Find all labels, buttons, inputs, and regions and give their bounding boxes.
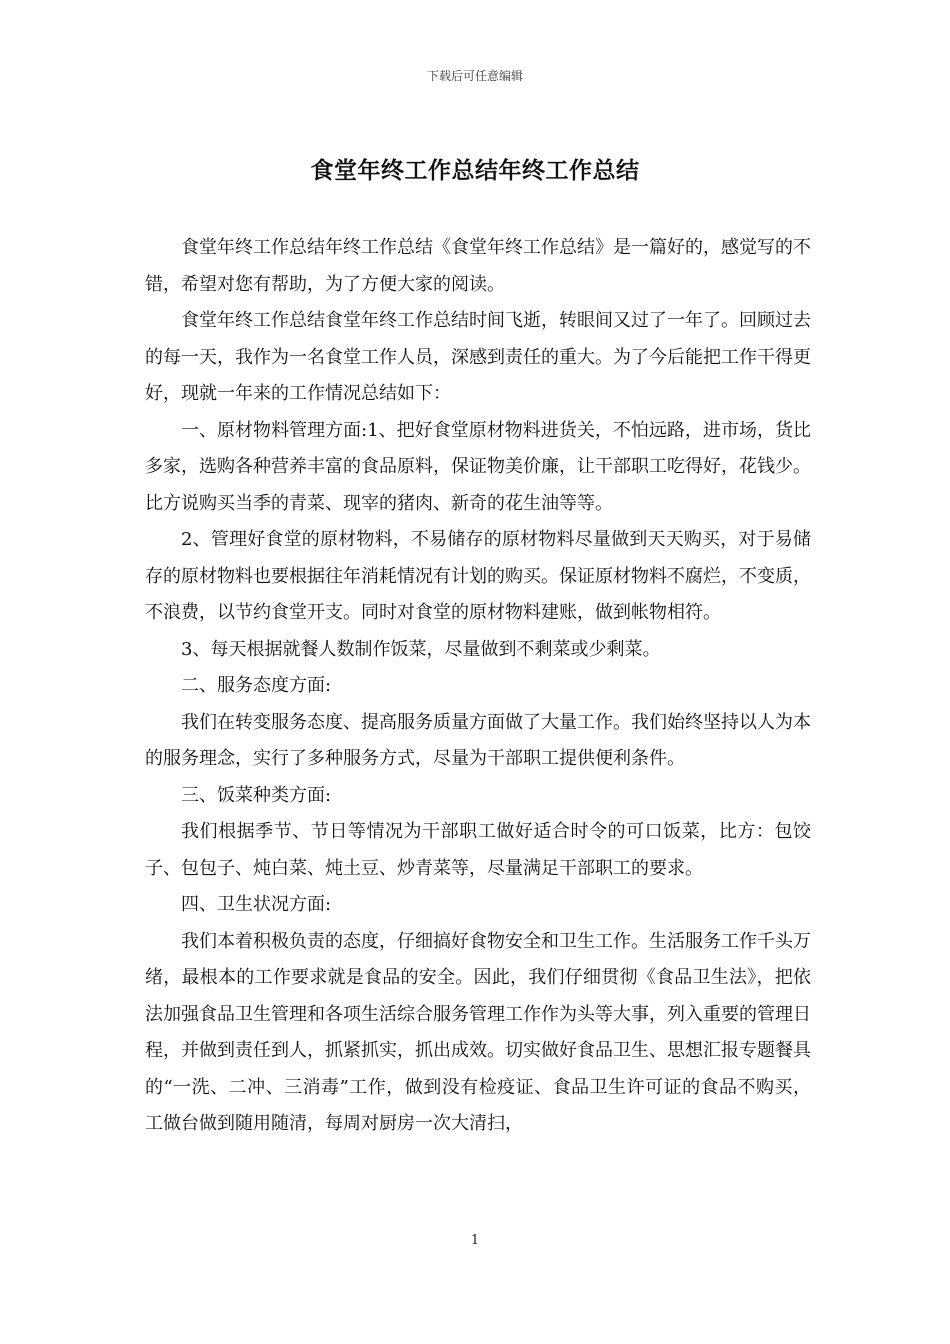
document-title: 食堂年终工作总结年终工作总结 [310, 157, 640, 184]
section-heading-dishes: 三、饭菜种类方面: [181, 784, 332, 806]
section-heading-hygiene: 四、卫生状况方面: [181, 894, 332, 915]
section-heading-service: 二、服务态度方面: [181, 675, 332, 696]
paragraph-service: 我们在转变服务态度、提高服务质量方面做了大量工作。我们始终坚持以人为本的服务理念，实行了多种服务方式，尽量为干部职工提供便利条件。 [145, 711, 811, 769]
paragraph-materials-3: 3、每天根据就餐人数制作饭菜，尽量做到不剩菜或少剩菜。 [181, 638, 661, 660]
paragraph-dishes: 我们根据季节、节日等情况为干部职工做好适合时令的可口饭菜，比方：包饺子、包包子、炖白菜、炖土豆、炒青菜等，尽量满足干部职工的要求。 [145, 821, 811, 879]
paragraph-intro: 食堂年终工作总结年终工作总结《食堂年终工作总结》是一篇好的，感觉写的不错，希望对您有帮助，为了方便大家的阅读。 [145, 237, 811, 295]
paragraph-materials-1: 一、原材物料管理方面:1、把好食堂原材物料进货关，不怕远路，进市场，货比多家，选购各种营养丰富的食品原料，保证物美价廉，让干部职工吃得好，花钱少。比方说购买当季的青菜、现宰的猪肉、新奇的花生油等等。 [145, 419, 811, 514]
paragraph-hygiene: 我们本着积极负责的态度，仔细搞好食物安全和卫生工作。生活服务工作千头万绪，最根本的工作要求就是食品的安全。因此，我们仔细贯彻《食品卫生法》，把依法加强食品卫生管理和各项生活综合服务管理工作作为头等大事，列入重要的管理日程，并做到责任到人，抓紧抓实，抓出成效。切实做好食品卫生、思想汇报专题餐具的“一洗、二冲、三消毒”工作，做到没有检疫证、食品卫生许可证的食品不购买，工做台做到随用随清，每周对厨房一次大清扫， [145, 930, 811, 1134]
paragraph-opening: 食堂年终工作总结食堂年终工作总结时间飞逝，转眼间又过了一年了。回顾过去的每一天，我作为一名食堂工作人员，深感到责任的重大。为了今后能把工作干得更好，现就一年来的工作情况总结如下： [145, 310, 811, 404]
page-number: 1 [470, 1233, 480, 1248]
paragraph-materials-2: 2、管理好食堂的原材物料，不易储存的原材物料尽量做到天天购买，对于易储存的原材物料也要根据往年消耗情况有计划的购买。保证原材物料不腐烂，不变质，不浪费，以节约食堂开支。同时对食堂的原材物料建账，做到帐物相符。 [145, 529, 811, 623]
header-note: 下载后可任意编辑 [426, 69, 523, 83]
document-body [145, 230, 811, 1143]
